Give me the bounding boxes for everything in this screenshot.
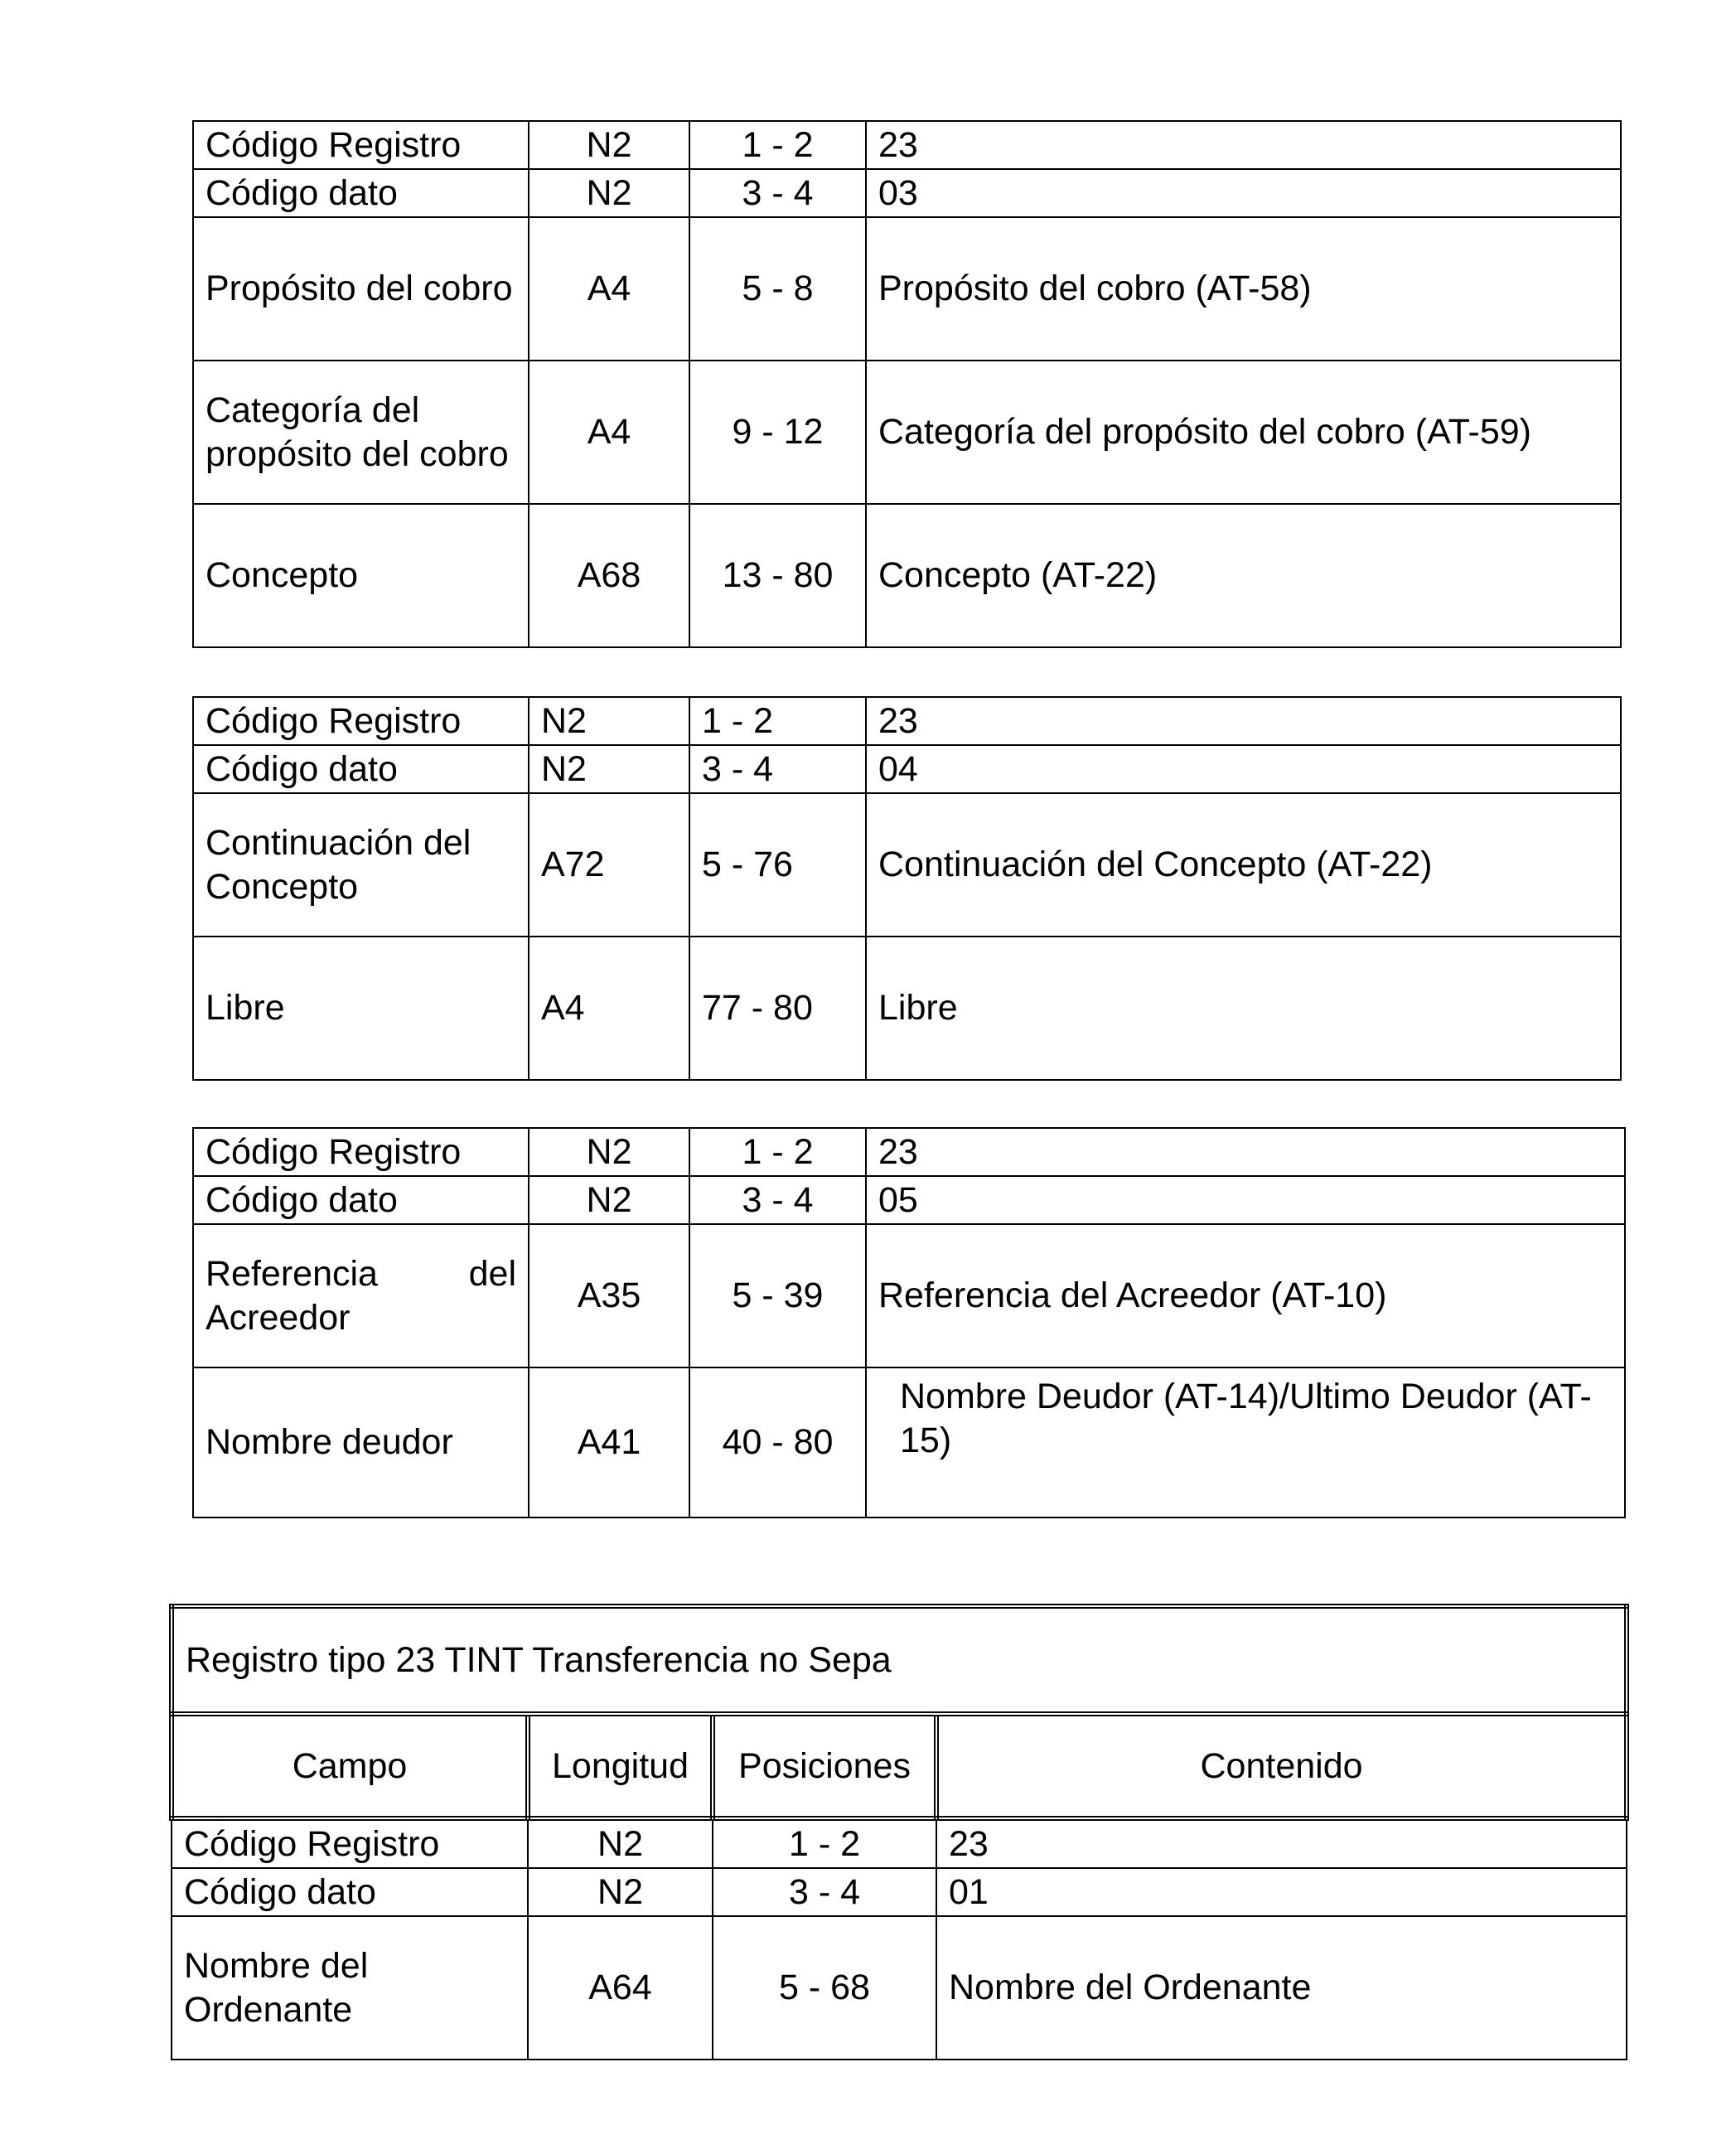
field-positions: 5 - 8	[689, 217, 866, 361]
field-length: N2	[528, 1868, 713, 1916]
field-name: Referencia del Acreedor	[193, 1224, 529, 1367]
table-row	[193, 169, 1621, 217]
field-content: Libre	[866, 937, 1621, 1080]
field-positions: 5 - 76	[689, 793, 866, 937]
field-name: Código dato	[193, 745, 529, 793]
header-campo: Campo	[172, 1714, 528, 1818]
field-length: N2	[529, 745, 689, 793]
field-content: 23	[936, 1818, 1627, 1868]
field-positions: 1 - 2	[713, 1818, 936, 1868]
field-positions: 5 - 39	[689, 1224, 866, 1367]
field-content: 03	[866, 169, 1621, 217]
table-row	[172, 1868, 1627, 1916]
field-name: Nombre del Ordenante	[172, 1916, 528, 2060]
field-positions: 3 - 4	[689, 169, 866, 217]
field-length: A4	[529, 217, 689, 361]
field-name: Categoría del propósito del cobro	[193, 361, 529, 504]
field-content: Referencia del Acreedor (AT-10)	[866, 1224, 1625, 1367]
field-length: A72	[529, 793, 689, 937]
field-positions: 1 - 2	[689, 697, 866, 745]
field-content: 04	[866, 745, 1621, 793]
field-content: 01	[936, 1868, 1627, 1916]
field-name: Código dato	[172, 1868, 528, 1916]
field-content: 23	[866, 697, 1621, 745]
field-name: Código dato	[193, 1176, 529, 1224]
table-row	[193, 937, 1621, 1080]
field-positions: 13 - 80	[689, 504, 866, 647]
table-row	[193, 745, 1621, 793]
field-positions: 9 - 12	[689, 361, 866, 504]
record-table-tint	[169, 1604, 1629, 2060]
table-row	[193, 1224, 1625, 1367]
field-name: Continuación del Concepto	[193, 793, 529, 937]
field-name: Código dato	[193, 169, 529, 217]
field-positions: 3 - 4	[689, 1176, 866, 1224]
header-longitud: Longitud	[528, 1714, 713, 1818]
table-row	[193, 217, 1621, 361]
field-length: N2	[529, 1176, 689, 1224]
field-positions: 1 - 2	[689, 1128, 866, 1176]
record-table-05	[192, 1127, 1626, 1518]
field-positions: 3 - 4	[713, 1868, 936, 1916]
field-name: Concepto	[193, 504, 529, 647]
header-contenido: Contenido	[936, 1714, 1627, 1818]
field-content: 05	[866, 1176, 1625, 1224]
field-positions: 1 - 2	[689, 121, 866, 169]
field-content: Continuación del Concepto (AT-22)	[866, 793, 1621, 937]
header-posiciones: Posiciones	[713, 1714, 936, 1818]
field-positions: 40 - 80	[689, 1367, 866, 1517]
field-length: A41	[529, 1367, 689, 1517]
field-name: Nombre deudor	[193, 1367, 529, 1517]
field-name: Código Registro	[172, 1818, 528, 1868]
table-row	[193, 1128, 1625, 1176]
field-name: Libre	[193, 937, 529, 1080]
field-content: Concepto (AT-22)	[866, 504, 1621, 647]
field-length: A64	[528, 1916, 713, 2060]
field-length: N2	[529, 169, 689, 217]
table-row	[193, 504, 1621, 647]
field-length: A68	[529, 504, 689, 647]
table-header-row	[172, 1714, 1627, 1818]
record-table-04	[192, 696, 1622, 1081]
field-positions: 5 - 68	[713, 1916, 936, 2060]
field-length: A35	[529, 1224, 689, 1367]
field-content: Nombre Deudor (AT-14)/Ultimo Deudor (AT-15)	[866, 1367, 1625, 1517]
field-content: Propósito del cobro (AT-58)	[866, 217, 1621, 361]
field-positions: 3 - 4	[689, 745, 866, 793]
field-length: A4	[529, 361, 689, 504]
field-length: N2	[529, 121, 689, 169]
field-name: Propósito del cobro	[193, 217, 529, 361]
field-positions: 77 - 80	[689, 937, 866, 1080]
table-row	[193, 1367, 1625, 1517]
table-row	[193, 121, 1621, 169]
field-content: 23	[866, 121, 1621, 169]
table-row	[193, 793, 1621, 937]
field-name: Código Registro	[193, 121, 529, 169]
record-table-03	[192, 120, 1622, 648]
table-title-row	[172, 1606, 1627, 1714]
field-length: N2	[529, 697, 689, 745]
field-content: Categoría del propósito del cobro (AT-59)	[866, 361, 1621, 504]
field-length: N2	[529, 1128, 689, 1176]
field-name: Código Registro	[193, 1128, 529, 1176]
field-length: N2	[528, 1818, 713, 1868]
table-row	[172, 1818, 1627, 1868]
table-row	[193, 1176, 1625, 1224]
field-name: Código Registro	[193, 697, 529, 745]
field-content: Nombre del Ordenante	[936, 1916, 1627, 2060]
field-content: 23	[866, 1128, 1625, 1176]
field-length: A4	[529, 937, 689, 1080]
table-title: Registro tipo 23 TINT Transferencia no Sepa	[172, 1606, 1627, 1714]
table-row	[193, 697, 1621, 745]
table-row	[172, 1916, 1627, 2060]
table-row	[193, 361, 1621, 504]
